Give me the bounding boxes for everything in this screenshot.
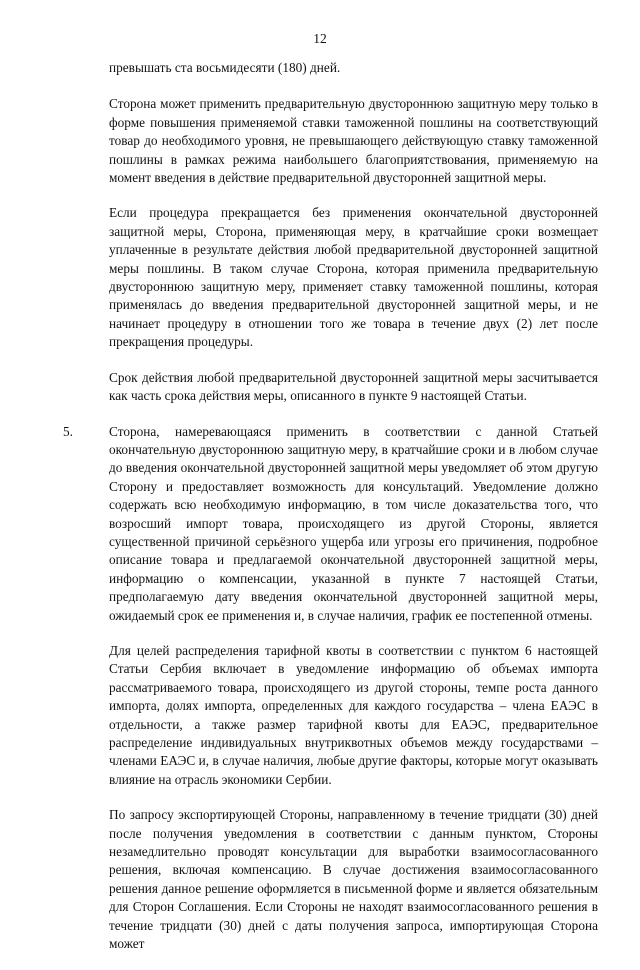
paragraph: По запросу экспортирующей Стороны, направленному в течение тридцати (30) дней после получения уведомления в соответствии с данным пунктом, Стороны незамедлительно проводят консультации для выработки взаимосогласованного решения, включая компенсацию. В случае достижения взаимосогласованного решения данное решение оформляется в письменной форме и является обязательным для Сторон Соглашения. Если Стороны не находят взаимосогласованного решения в течение тридцати (30) дней с даты получения запроса, импортирующая Сторона может bbox=[109, 807, 598, 952]
paragraph: Срок действия любой предварительной двусторонней защитной меры засчитывается как часть срока действия меры, описанного в пункте 9 настоящей Статьи. bbox=[109, 369, 598, 404]
paragraph: превышать ста восьмидесяти (180) дней. bbox=[109, 60, 341, 75]
paragraph: Если процедура прекращается без применения окончательной двусторонней защитной меры, Сторона, применяющая меру, в кратчайшие сроки возмещает уплаченные в результате действия любой предварительной двусторонней защитной меры пошлины. В таком случае Сторона, которая применила предварительную двустороннюю защитную меру, применяет ставку таможенной пошлины, которая применялась до введения предварительной двусторонней защитной меры, и не начинает процедуру в отношении того же товара в течение двух (2) лет после прекращения процедуры. bbox=[109, 205, 598, 350]
item-number: 5. bbox=[63, 423, 73, 439]
document-body bbox=[63, 59, 598, 970]
page-number: 12 bbox=[313, 31, 327, 46]
paragraph: Сторона может применить предварительную двустороннюю защитную меру только в форме повышения применяемой ставки таможенной пошлины на соответствующий товар до необходимого уровня, не превышающего действующую ставку таможенной пошлины в рамках режима наибольшего благоприятствования, применяемую на момент введения в действие предварительной двусторонней защитной меры. bbox=[109, 96, 598, 186]
paragraph: Для целей распределения тарифной квоты в соответствии с пунктом 6 настоящей Статьи Сербия включает в уведомление информацию об объемах импорта рассматриваемого товара, происходящего из другой стороны, темпе роста данного импорта, долях импорта, определенных для каждого государства – члена ЕАЭС в отдельности, а также размер тарифной квоты для ЕАЭС, предварительное распределение индивидуальных внутриквотных объемов между государствами – членами ЕАЭС и, в случае наличия, любые другие факторы, которые могут оказывать влияние на отрасль экономики Сербии. bbox=[109, 642, 598, 787]
paragraph: Сторона, намеревающаяся применить в соответствии с данной Статьей окончательную двустороннюю защитную меру, в кратчайшие сроки и в любом случае до введения окончательной двусторонней защитной меры уведомляет об этом другую Сторону и предоставляет возможность для консультаций. Уведомление должно содержать всю необходимую информацию, в том числе доказательства того, что возросший импорт товара, происходящего из другой Стороны, является существенной причиной серьёзного ущерба или угрозы его причинения, подробное описание товара и предлагаемой окончательной двусторонней защитной меры, информацию о компенсации, указанной в пункте 7 настоящей Статьи, предполагаемую дату введения окончательной двусторонней защитной меры, ожидаемый срок ее применения и, в случае наличия, график ее постепенной отмены. bbox=[109, 423, 598, 623]
numbered-item-5 bbox=[63, 423, 598, 625]
